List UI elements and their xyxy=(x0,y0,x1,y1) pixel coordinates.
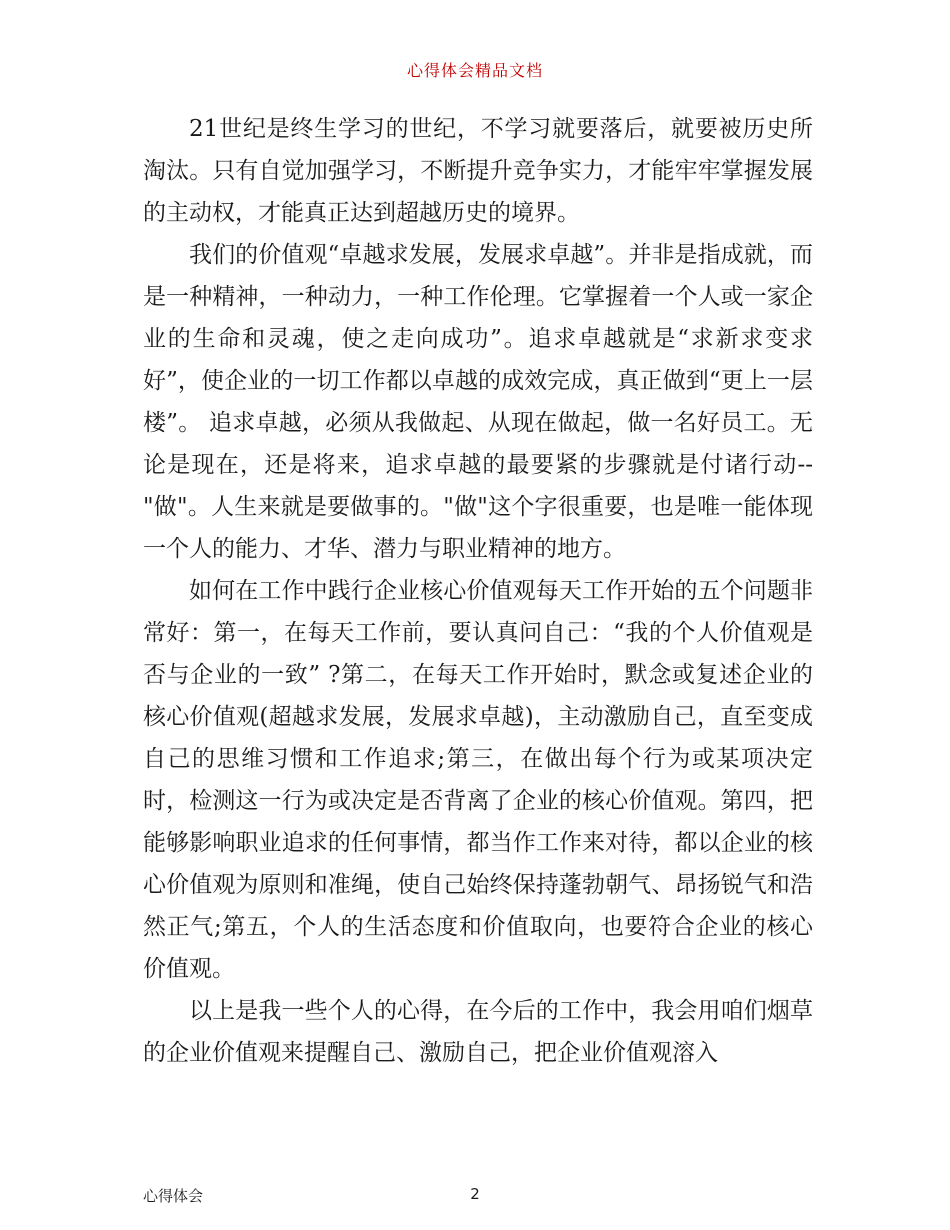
paragraph-1: 21世纪是终生学习的世纪，不学习就要落后，就要被历史所淘汰。只有自觉加强学习，不断提升竞争实力，才能牢牢掌握发展的主动权，才能真正达到超越历史的境界。 xyxy=(143,116,813,226)
document-header-title: 心得体会精品文档 xyxy=(406,61,543,80)
document-body xyxy=(143,108,813,1074)
paragraph-4: 以上是我一些个人的心得，在今后的工作中，我会用咱们烟草的企业价值观来提醒自己、激励自己，把企业价值观溶入 xyxy=(143,998,813,1066)
footer-label: 心得体会 xyxy=(143,1187,204,1205)
page-number: 2 xyxy=(470,1185,480,1203)
paragraph-3: 如何在工作中践行企业核心价值观每天工作开始的五个问题非常好：第一，在每天工作前，要认真问自己：“我的个人价值观是否与企业的一致” ?第二，在每天工作开始时，默念或复述企业的核心价值观(超越求发展，发展求卓越)，主动激励自己，直至变成自己的思维习惯和工作追求;第三，在做出每个行为或某项决定时，检测这一行为或决定是否背离了企业的核心价值观。第四，把能够影响职业追求的任何事情，都当作工作来对待，都以企业的核心价值观为原则和准绳，使自己始终保持蓬勃朝气、昂扬锐气和浩然正气;第五，个人的生活态度和价值取向，也要符合企业的核心价值观。 xyxy=(143,578,813,982)
paragraph-2: 我们的价值观“卓越求发展，发展求卓越”。并非是指成就，而是一种精神，一种动力，一种工作伦理。它掌握着一个人或一家企业的生命和灵魂，使之走向成功”。追求卓越就是“求新求变求好”，使企业的一切工作都以卓越的成效完成，真正做到“更上一层楼”。 追求卓越，必须从我做起、从现在做起，做一名好员工。无论是现在，还是将来，追求卓越的最要紧的步骤就是付诸行动--"做"。人生来就是要做事的。"做"这个字很重要，也是唯一能体现一个人的能力、才华、潜力与职业精神的地方。 xyxy=(143,242,813,562)
